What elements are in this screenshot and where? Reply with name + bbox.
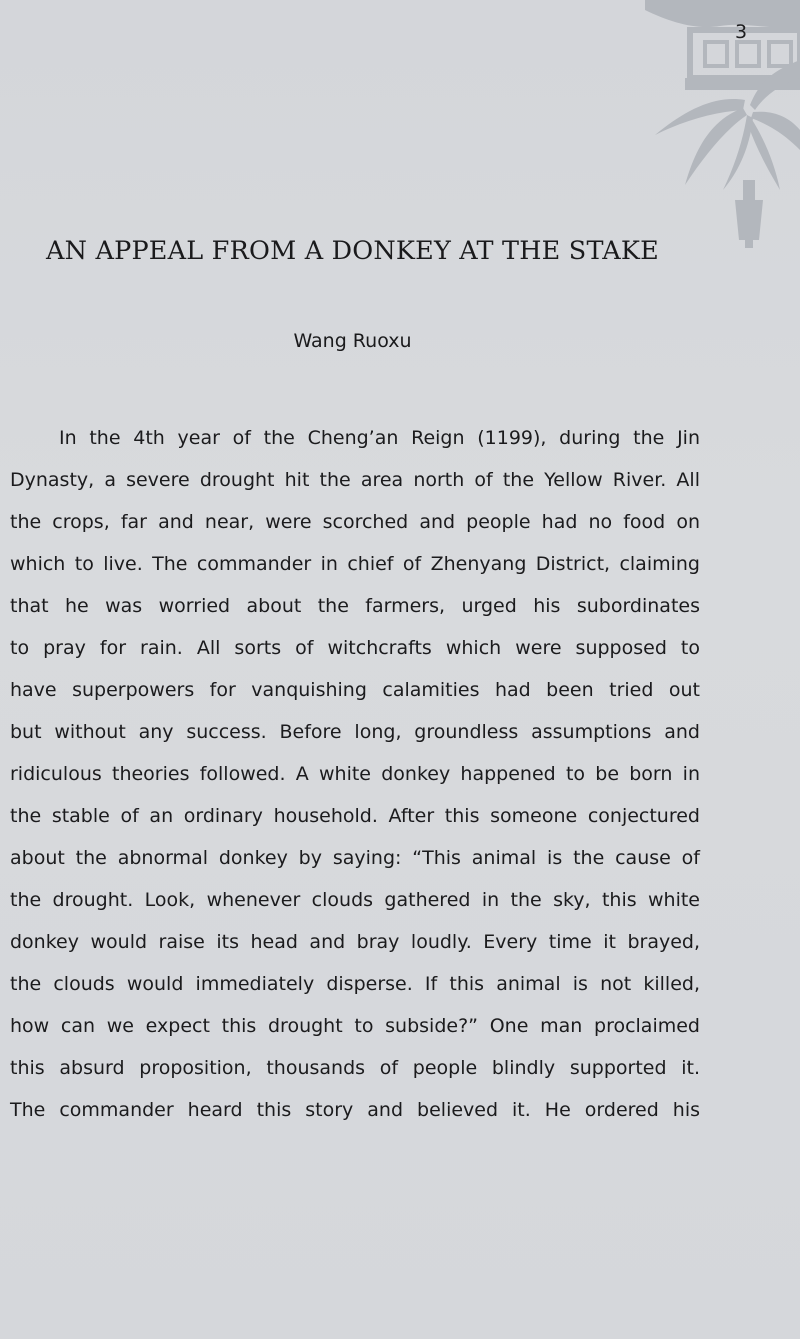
text-line: to pray for rain. All sorts of witchcrafts which were supposed to	[10, 637, 700, 659]
text-line: Dynasty, a severe drought hit the area north of the Yellow River. All	[10, 469, 700, 491]
text-line: have superpowers for vanquishing calamities had been tried out	[10, 679, 700, 701]
text-line: the crops, far and near, were scorched and people had no food on	[10, 511, 700, 533]
text-line: the drought. Look, whenever clouds gathered in the sky, this white	[10, 889, 700, 911]
text-line: that he was worried about the farmers, urged his subordinates	[10, 595, 700, 617]
page-number: 3	[735, 21, 748, 43]
text-line: the stable of an ordinary household. After this someone conjectured	[10, 805, 700, 827]
text-line: In the 4th year of the Cheng’an Reign (1199), during the Jin	[59, 427, 700, 449]
text-line: The commander heard this story and believed it. He ordered his	[10, 1099, 700, 1121]
text-line: about the abnormal donkey by saying: “This animal is the cause of	[10, 847, 700, 869]
body-paragraph	[10, 417, 700, 1131]
text-line: how can we expect this drought to subside?” One man proclaimed	[10, 1015, 700, 1037]
text-line: ridiculous theories followed. A white donkey happened to be born in	[10, 763, 700, 785]
text-line: the clouds would immediately disperse. If this animal is not killed,	[10, 973, 700, 995]
palm-pagoda-ornament-icon	[625, 0, 800, 250]
text-line: but without any success. Before long, groundless assumptions and	[10, 721, 700, 743]
text-line: this absurd proposition, thousands of people blindly supported it.	[10, 1057, 700, 1079]
text-line: donkey would raise its head and bray loudly. Every time it brayed,	[10, 931, 700, 953]
text-line: which to live. The commander in chief of Zhenyang District, claiming	[10, 553, 700, 575]
author-name: Wang Ruoxu	[293, 330, 412, 352]
chapter-title: AN APPEAL FROM A DONKEY AT THE STAKE	[46, 236, 659, 266]
